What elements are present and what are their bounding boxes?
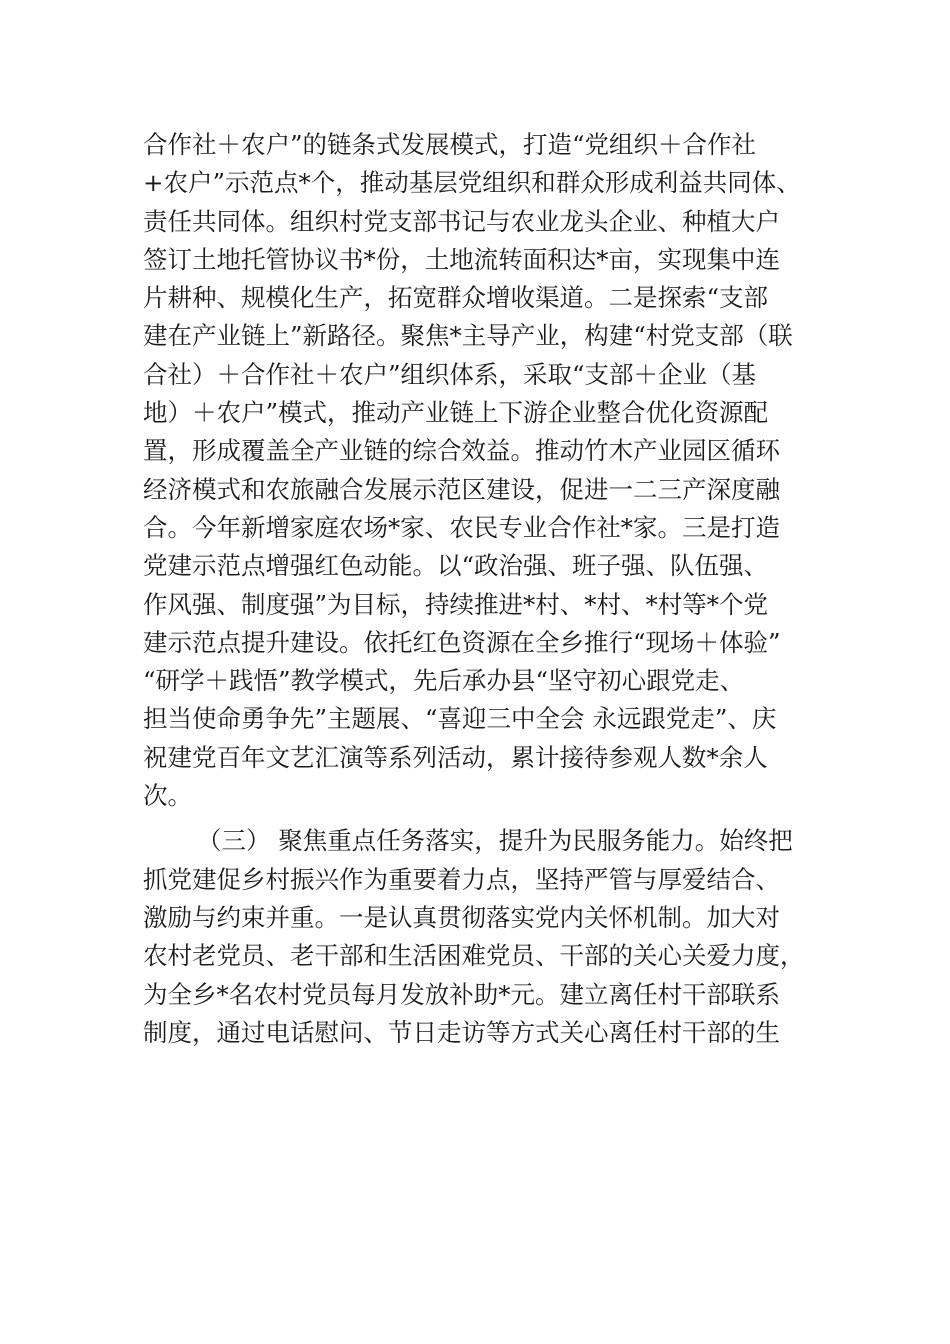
text-line: 为全乡*名农村党员每月发放补助*元。建立离任村干部联系 bbox=[143, 979, 780, 1009]
text-line: 制度，通过电话慰问、节日走访等方式关心离任村干部的生 bbox=[143, 1017, 780, 1047]
text-line: +农户”示范点*个，推动基层党组织和群众形成利益共同体、 bbox=[143, 168, 801, 198]
text-line: 农村老党员、老干部和生活困难党员、干部的关心关爱力度， bbox=[143, 941, 805, 971]
text-line: “研学＋践悟”教学模式，先后承办县“坚守初心跟党走、 bbox=[143, 666, 745, 696]
document-body bbox=[143, 126, 811, 1052]
text-line: 合。今年新增家庭农场*家、农民专业合作社*家。三是打造 bbox=[143, 512, 780, 542]
text-line: 建示范点提升建设。依托红色资源在全乡推行“现场＋体验” bbox=[143, 627, 781, 657]
text-line: 地）＋农户”模式，推动产业链上下游企业整合优化资源配 bbox=[143, 398, 769, 428]
text-line: 祝建党百年文艺汇演等系列活动，累计接待参观人数*余人 bbox=[143, 742, 768, 772]
text-line: 合社）＋合作社＋农户”组织体系，采取“支部＋企业（基 bbox=[143, 359, 757, 389]
text-line: 党建示范点增强红色动能。以“政治强、班子强、队伍强、 bbox=[143, 551, 769, 581]
text-line: 经济模式和农旅融合发展示范区建设，促进一二三产深度融 bbox=[143, 474, 780, 504]
text-line: 责任共同体。组织村党支部书记与农业龙头企业、种植大户 bbox=[143, 206, 780, 236]
text-line: 合作社＋农户”的链条式发展模式，打造“党组织＋合作社 bbox=[143, 130, 757, 159]
paragraph-continuation bbox=[143, 126, 811, 815]
paragraph-section-three bbox=[143, 822, 811, 1052]
text-line: 激励与约束并重。一是认真贯彻落实党内关怀机制。加大对 bbox=[143, 902, 780, 932]
paragraph-spacer bbox=[143, 815, 811, 822]
text-line: 置，形成覆盖全产业链的综合效益。推动竹木产业园区循环 bbox=[143, 436, 780, 466]
text-line: 作风强、制度强”为目标，持续推进*村、*村、*村等*个党 bbox=[143, 589, 769, 619]
text-line: 抓党建促乡村振兴作为重要着力点，坚持严管与厚爱结合、 bbox=[143, 864, 780, 894]
text-line: 片耕种、规模化生产，拓宽群众增收渠道。二是探索“支部 bbox=[143, 283, 769, 313]
text-line: 担当使命勇争先”主题展、“喜迎三中全会 永远跟党走”、庆 bbox=[143, 704, 777, 734]
text-line: 签订土地托管协议书*份，土地流转面积达*亩，实现集中连 bbox=[143, 244, 780, 274]
text-line: 建在产业链上”新路径。聚焦*主导产业，构建“村党支部（联 bbox=[143, 321, 793, 351]
section-heading-line: （三） 聚焦重点任务落实，提升为民服务能力。始终把 bbox=[197, 826, 793, 856]
text-line: 次。 bbox=[143, 781, 192, 811]
